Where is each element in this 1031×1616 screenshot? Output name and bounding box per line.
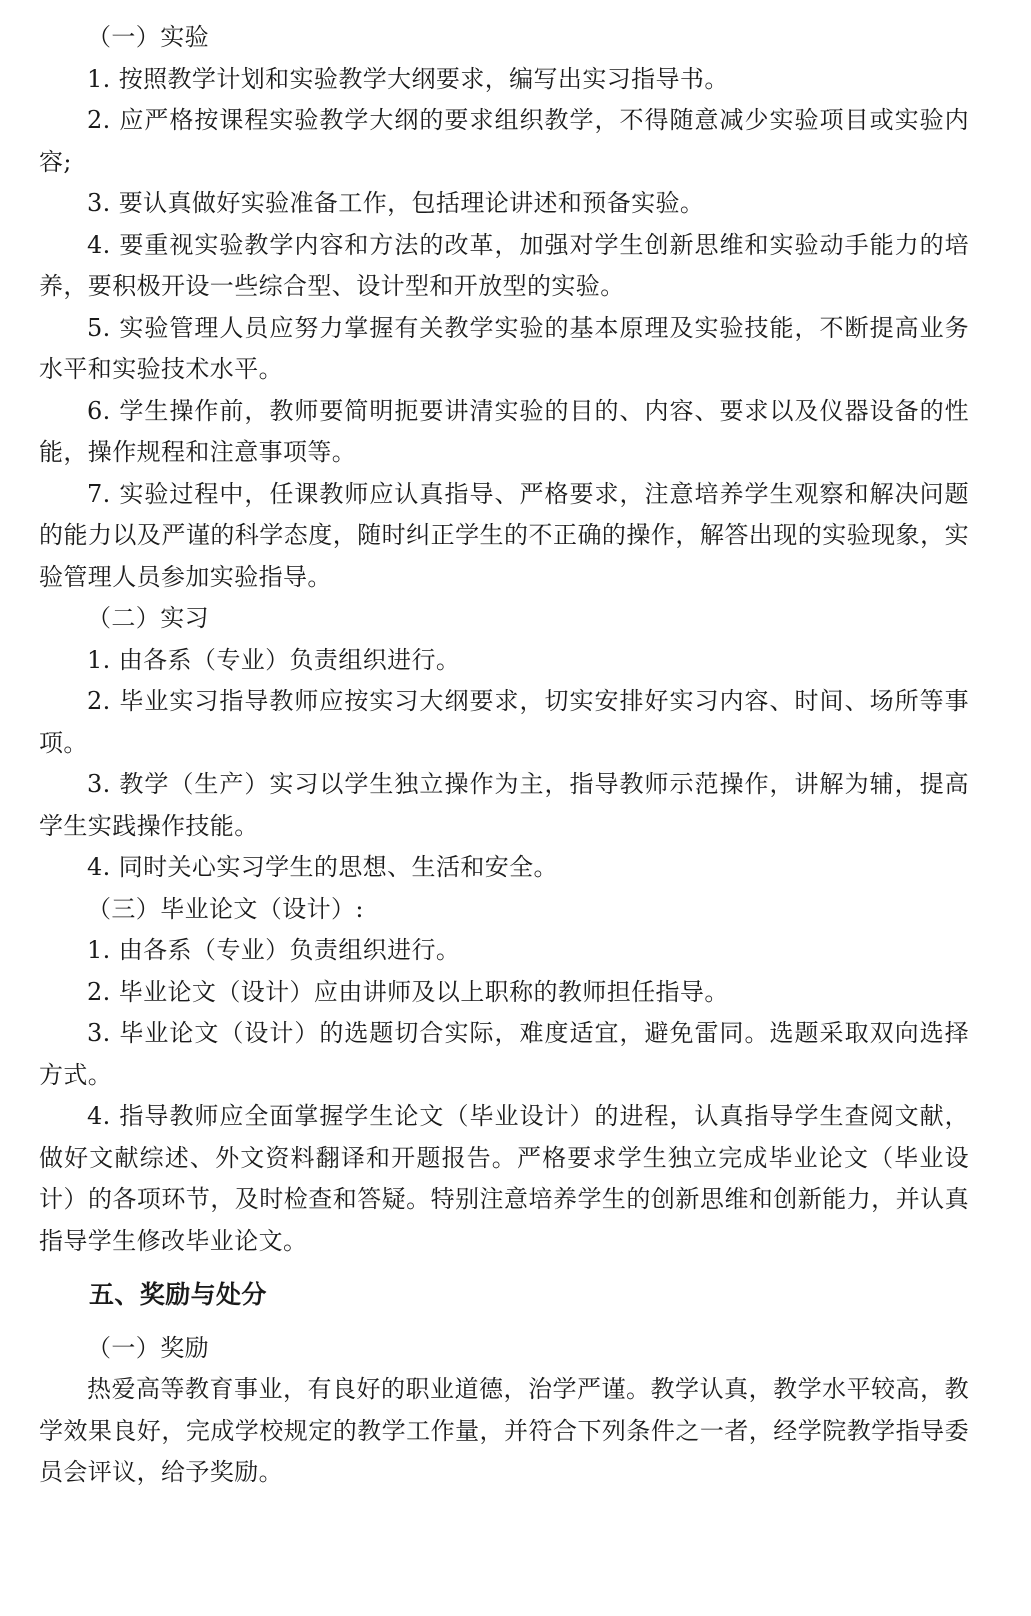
section-heading: 五、奖励与处分 <box>89 1280 267 1309</box>
subheading-thesis: （三）毕业论文（设计）: <box>87 894 364 923</box>
paragraph: 3. 要认真做好实验准备工作，包括理论讲述和预备实验。 <box>87 189 705 217</box>
paragraph: 7. 实验过程中，任课教师应认真指导、严格要求，注意培养学生观察和解决问题的能力以及严谨的科学态度，随时纠正学生的不正确的操作，解答出现的实验现象，实验管理人员参加实验指导。 <box>39 479 969 591</box>
paragraph: 1. 由各系（专业）负责组织进行。 <box>87 936 461 964</box>
paragraph: 3. 教学（生产）实习以学生独立操作为主，指导教师示范操作，讲解为辅，提高学生实践操作技能。 <box>39 770 969 840</box>
paragraph: 2. 毕业实习指导教师应按实习大纲要求，切实安排好实习内容、时间、场所等事项。 <box>39 687 969 757</box>
subheading-internship: （二）实习 <box>87 604 209 632</box>
paragraph: 热爱高等教育事业，有良好的职业道德，治学严谨。教学认真，教学水平较高，教学效果良好，完成学校规定的教学工作量，并符合下列条件之一者，经学院教学指导委员会评议，给予奖励。 <box>39 1375 969 1486</box>
paragraph: 2. 应严格按课程实验教学大纲的要求组织教学，不得随意减少实验项目或实验内容; <box>39 106 969 176</box>
subheading-rewards: （一）奖励 <box>87 1333 209 1362</box>
paragraph: 6. 学生操作前，教师要简明扼要讲清实验的目的、内容、要求以及仪器设备的性能，操作规程和注意事项等。 <box>39 396 969 466</box>
paragraph: 2. 毕业论文（设计）应由讲师及以上职称的教师担任指导。 <box>87 977 729 1006</box>
paragraph: 5. 实验管理人员应努力掌握有关教学实验的基本原理及实验技能，不断提高业务水平和实验技术水平。 <box>39 313 969 383</box>
subheading-experiment: （一）实验 <box>87 23 209 51</box>
paragraph: 4. 要重视实验教学内容和方法的改革，加强对学生创新思维和实验动手能力的培养，要积极开设一些综合型、设计型和开放型的实验。 <box>39 230 969 300</box>
paragraph: 4. 指导教师应全面掌握学生论文（毕业设计）的进程，认真指导学生查阅文献，做好文献综述、外文资料翻译和开题报告。严格要求学生独立完成毕业论文（毕业设计）的各项环节，及时检查和答疑。特别注意培养学生的创新思维和创新能力，并认真指导学生修改毕业论文。 <box>39 1102 969 1255</box>
paragraph: 4. 同时关心实习学生的思想、生活和安全。 <box>87 853 558 881</box>
paragraph: 1. 由各系（专业）负责组织进行。 <box>87 645 461 674</box>
paragraph: 1. 按照教学计划和实验教学大纲要求，编写出实习指导书。 <box>87 64 729 93</box>
paragraph: 3. 毕业论文（设计）的选题切合实际，难度适宜，避免雷同。选题采取双向选择方式。 <box>39 1019 969 1089</box>
